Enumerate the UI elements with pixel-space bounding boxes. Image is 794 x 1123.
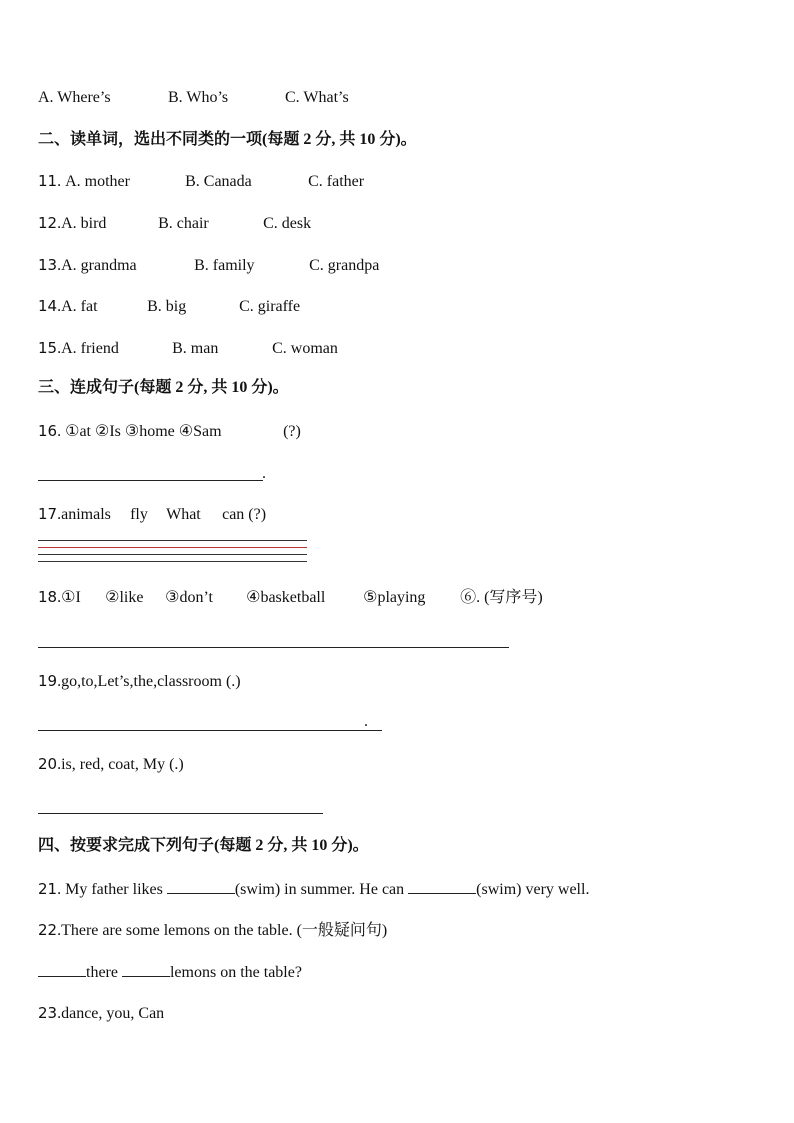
question-text-3: (swim) very well. — [476, 881, 590, 898]
question-text: .go,to,Let’s,the,classroom (.) — [57, 673, 241, 690]
word-2: ②like — [105, 589, 144, 606]
question-number: 19 — [38, 672, 58, 690]
answer-text-1: there — [86, 964, 122, 981]
question-number: 20 — [38, 755, 58, 773]
question-punct: (?) — [283, 423, 301, 440]
option-c: C. desk — [263, 215, 312, 232]
question-12 — [38, 213, 311, 234]
question-22 — [38, 920, 387, 941]
answer-line-16[interactable] — [38, 480, 263, 481]
writing-line — [38, 561, 307, 562]
word-3: ③don’t — [165, 589, 213, 606]
question-18 — [38, 587, 543, 608]
question-19 — [38, 671, 241, 692]
word-2: fly — [130, 506, 148, 523]
answer-blank-2[interactable] — [408, 879, 476, 894]
word-1: .animals — [57, 506, 111, 523]
question-sep: . — [57, 173, 66, 190]
writing-line — [38, 554, 307, 555]
answer-end-punct: . — [262, 465, 266, 482]
question-text-1: . My father likes — [57, 881, 167, 898]
answer-line-18[interactable] — [38, 647, 509, 648]
question-number: 17 — [38, 505, 58, 523]
option-b: B. Canada — [185, 173, 252, 190]
answer-blank-1[interactable] — [167, 879, 235, 894]
option-b: B. man — [172, 340, 219, 357]
word-1: .①I — [57, 589, 81, 606]
option-b: B. chair — [158, 215, 209, 232]
question-number: 13 — [38, 256, 58, 274]
answer-line-19[interactable] — [38, 730, 382, 731]
question-text: .is, red, coat, My (.) — [57, 756, 184, 773]
question-text: . ①at ②Is ③home ④Sam — [57, 423, 222, 440]
question-text-2: (swim) in summer. He can — [234, 881, 409, 898]
answer-text-2: lemons on the table? — [169, 964, 302, 981]
word-4: ④basketball — [246, 589, 326, 606]
prev-question-options — [38, 88, 349, 108]
answer-blank-1[interactable] — [38, 962, 86, 977]
question-number: 15 — [38, 339, 58, 357]
word-6: ⑥. (写序号) — [460, 589, 543, 606]
section-3-heading: 三、连成句子(每题 2 分, 共 10 分)。 — [38, 379, 289, 396]
writing-line — [38, 547, 307, 548]
option-c: C. father — [308, 173, 365, 190]
question-15 — [38, 338, 338, 359]
question-sep: . — [57, 257, 62, 274]
option-b: B. family — [194, 257, 255, 274]
section-4-heading: 四、按要求完成下列句子(每题 2 分, 共 10 分)。 — [38, 837, 369, 854]
option-b: B. Who’s — [168, 89, 229, 106]
question-number: 16 — [38, 422, 58, 440]
question-number: 23 — [38, 1004, 58, 1022]
answer-end-punct: . — [364, 713, 368, 730]
option-c: C. What’s — [285, 89, 349, 106]
option-a: A. grandma — [61, 257, 137, 274]
option-a: A. fat — [61, 298, 98, 315]
question-text: .There are some lemons on the table. (一般疑问句) — [57, 922, 388, 939]
question-17 — [38, 504, 266, 525]
word-4: can (?) — [222, 506, 267, 523]
question-11 — [38, 171, 364, 192]
question-14 — [38, 296, 300, 317]
option-a: A. Where’s — [38, 89, 111, 106]
question-16 — [38, 421, 301, 442]
question-sep: . — [57, 215, 62, 232]
question-number: 14 — [38, 297, 58, 315]
question-number: 22 — [38, 921, 58, 939]
question-number: 18 — [38, 588, 58, 606]
word-5: ⑤playing — [363, 589, 426, 606]
option-a: A. mother — [65, 173, 130, 190]
option-b: B. big — [147, 298, 187, 315]
question-13 — [38, 255, 379, 276]
answer-line-20[interactable] — [38, 813, 323, 814]
question-number: 21 — [38, 880, 58, 898]
question-22-answer — [38, 962, 302, 983]
question-sep: . — [57, 298, 62, 315]
answer-blank-2[interactable] — [122, 962, 170, 977]
question-number: 11 — [38, 172, 58, 190]
question-number: 12 — [38, 214, 58, 232]
question-text: .dance, you, Can — [57, 1005, 165, 1022]
question-23 — [38, 1003, 164, 1024]
option-c: C. grandpa — [309, 257, 380, 274]
option-c: C. giraffe — [239, 298, 301, 315]
question-sep: . — [57, 340, 62, 357]
option-a: A. bird — [61, 215, 107, 232]
section-2-heading: 二、读单词，选出不同类的一项(每题 2 分, 共 10 分)。 — [38, 131, 417, 148]
word-3: What — [166, 506, 201, 523]
question-21 — [38, 879, 589, 900]
question-20 — [38, 754, 184, 775]
writing-line — [38, 540, 307, 541]
option-c: C. woman — [272, 340, 338, 357]
answer-lines-17[interactable] — [38, 540, 307, 568]
option-a: A. friend — [61, 340, 119, 357]
